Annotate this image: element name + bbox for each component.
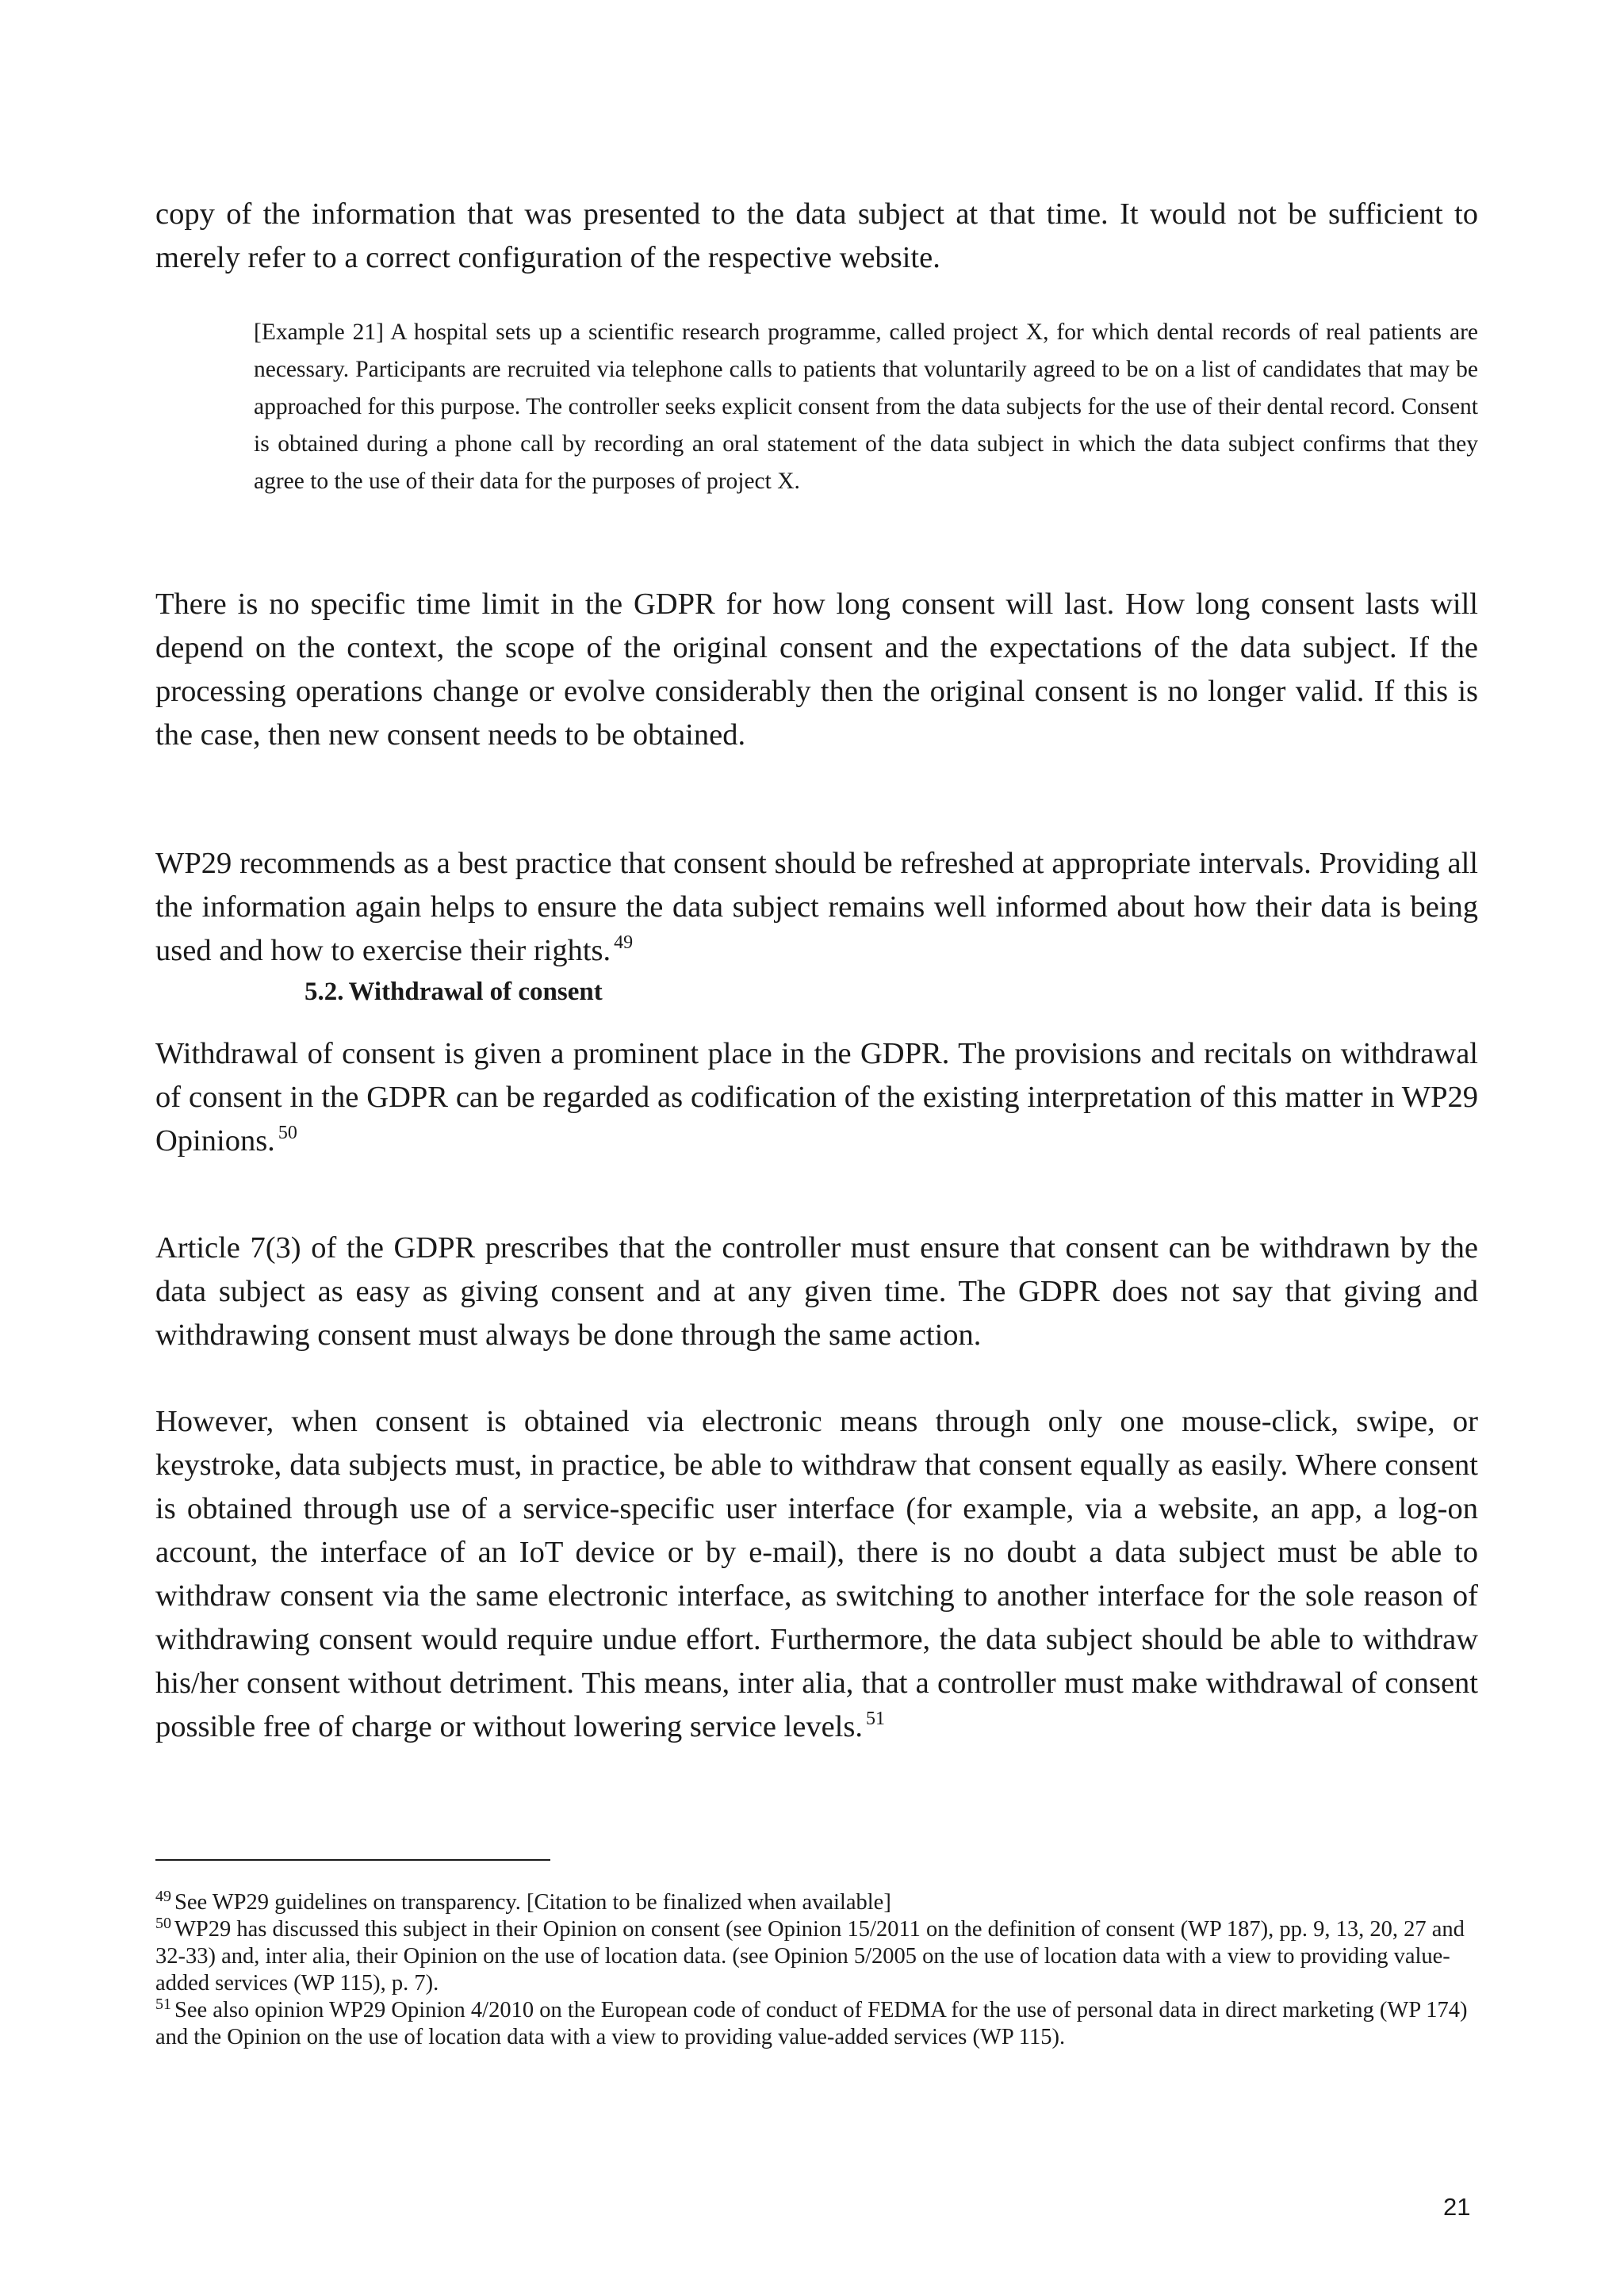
footnote-separator <box>155 1859 550 1861</box>
example-21-block: [Example 21] A hospital sets up a scientific research programme, called project X, for which dental records of real patients are necessary. Participants are recruited via telephone calls to patients that voluntarily agreed to be on a list of candidates that may be approached for this purpose. The controller seeks explicit consent from the data subjects for the use of their dental record. Consent is obtained during a phone call by recording an oral statement of the data subject in which the data subject confirms that they agree to the use of their data for the purposes of project X. <box>254 320 1478 494</box>
footnote-number: 49 <box>155 1888 171 1905</box>
footnote-text: See WP29 guidelines on transparency. [Citation to be finalized when available] <box>174 1890 891 1915</box>
section-heading <box>304 974 603 1010</box>
continuation-paragraph: copy of the information that was presented to the data subject at that time. It would not be sufficient to merely refer to a correct configuration of the respective website. <box>155 197 1478 274</box>
section-title: Withdrawal of consent <box>348 978 603 1006</box>
paragraph-withdrawal-intro <box>155 1032 1478 1163</box>
footnote-ref-49: 49 <box>614 932 634 953</box>
footnote-51 <box>155 1997 1478 2051</box>
footnote-ref-51: 51 <box>866 1709 885 1729</box>
section-number: 5.2. <box>304 978 344 1006</box>
footnote-text: WP29 has discussed this subject in their Opinion on consent (see Opinion 15/2011 on the definition of consent (WP 187), pp. 9, 13, 20, 27 and 32-33) and, inter alia, their Opinion on the use of location data. (see Opinion 5/2005 on the use of location data with a view to providing value-added services (WP 115), p. 7). <box>155 1917 1465 1996</box>
paragraph-article-7-3: Article 7(3) of the GDPR prescribes that the controller must ensure that consent can be withdrawn by the data subject as easy as giving consent and at any given time. The GDPR does not say that giving and withdrawing consent must always be done through the same action. <box>155 1231 1478 1352</box>
paragraph-time-limit: There is no specific time limit in the GDPR for how long consent will last. How long consent lasts will depend on the context, the scope of the original consent and the expectations of the data subject. If the processing operations change or evolve considerably then the original consent is no longer valid. If this is the case, then new consent needs to be obtained. <box>155 587 1478 752</box>
paragraph-electronic-means-text: However, when consent is obtained via electronic means through only one mouse-click, swipe, or keystroke, data subjects must, in practice, be able to withdraw that consent equally as easily. Where consent is obtained through use of a service-specific user interface (for example, via a website, an app, a log-on account, the interface of an IoT device or by e-mail), there is no doubt a data subject must be able to withdraw consent via the same electronic interface, as switching to another interface for the sole reason of withdrawing consent would require undue effort. Furthermore, the data subject should be able to withdraw his/her consent without detriment. This means, inter alia, that a controller must make withdrawal of consent possible free of charge or without lowering service levels. <box>155 1405 1478 1743</box>
paragraph-withdrawal-intro-text: Withdrawal of consent is given a prominent place in the GDPR. The provisions and recitals on withdrawal of consent in the GDPR can be regarded as codification of the existing interpretation of this matter in WP29 Opinions. <box>155 1037 1478 1158</box>
footnote-number: 51 <box>155 1996 171 2013</box>
footnote-number: 50 <box>155 1915 171 1932</box>
footnote-49 <box>155 1889 1478 1916</box>
footnote-50 <box>155 1916 1478 1997</box>
paragraph-refresh-text: WP29 recommends as a best practice that consent should be refreshed at appropriate intervals. Providing all the information again helps to ensure the data subject remains well informed about how their data is being used and how to exercise their rights. <box>155 847 1478 967</box>
paragraph-electronic-means <box>155 1400 1478 1749</box>
paragraph-refresh <box>155 842 1478 973</box>
footnotes <box>155 1889 1478 2051</box>
footnote-ref-50: 50 <box>278 1123 297 1143</box>
page-number: 21 <box>1443 2193 1471 2221</box>
footnote-text: See also opinion WP29 Opinion 4/2010 on the European code of conduct of FEDMA for the use of personal data in direct marketing (WP 174) and the Opinion on the use of location data with a view to providing value-added services (WP 115). <box>155 1998 1468 2049</box>
